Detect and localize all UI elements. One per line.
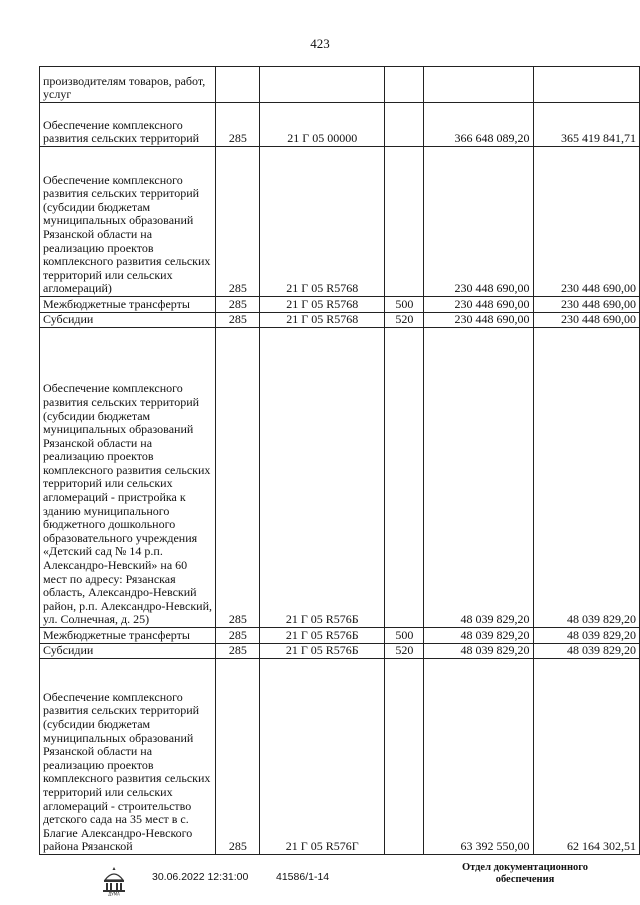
table-row: [40, 644, 640, 659]
row-ved-code: 285: [216, 328, 260, 628]
row-ved-code: 285: [216, 297, 260, 313]
table-row: [40, 147, 640, 297]
row-name: Межбюджетные трансферты: [40, 628, 216, 644]
row-ved-code: 285: [216, 628, 260, 644]
table-row: [40, 103, 640, 147]
row-sum-2023: 48 039 829,20: [424, 328, 533, 628]
footer-datetime: 30.06.2022 12:31:00: [152, 871, 249, 883]
row-sum-2023: 366 648 089,20: [424, 103, 533, 147]
table-row: [40, 297, 640, 313]
footer-document-number: 41586/1-14: [276, 871, 330, 883]
row-sum-2024: 48 039 829,20: [533, 628, 639, 644]
row-vr-code: 520: [385, 313, 424, 328]
table-row: [40, 67, 640, 103]
row-name: Обеспечение комплексного развития сельских территорий: [40, 103, 216, 147]
row-ved-code: 285: [216, 147, 260, 297]
svg-text:ДУМА: ДУМА: [108, 891, 120, 896]
page-number: 423: [310, 36, 330, 51]
row-name: Обеспечение комплексного развития сельских территорий (субсидии бюджетам муниципальных образований Рязанской области на реализацию проектов комплексного развития сельских территорий или сельских агломераций - строительство детского сада на 35 мест в с. Благие Александро-Невского района Рязанской: [40, 659, 216, 855]
row-sum-2024: 48 039 829,20: [533, 644, 639, 659]
row-sum-2023: [424, 67, 533, 103]
row-sum-2023: 63 392 550,00: [424, 659, 533, 855]
table-row: [40, 328, 640, 628]
row-name: Субсидии: [40, 644, 216, 659]
row-csr-code: 21 Г 05 R576Б: [260, 328, 385, 628]
row-vr-code: 500: [385, 628, 424, 644]
table-row: [40, 628, 640, 644]
row-name: Обеспечение комплексного развития сельских территорий (субсидии бюджетам муниципальных образований Рязанской области на реализацию проектов комплексного развития сельских территорий или сельских агломераций): [40, 147, 216, 297]
row-vr-code: [385, 67, 424, 103]
row-ved-code: 285: [216, 103, 260, 147]
row-csr-code: [260, 67, 385, 103]
row-sum-2023: 230 448 690,00: [424, 147, 533, 297]
row-csr-code: 21 Г 05 R5768: [260, 313, 385, 328]
row-csr-code: 21 Г 05 R5768: [260, 147, 385, 297]
row-ved-code: 285: [216, 644, 260, 659]
row-csr-code: 21 Г 05 00000: [260, 103, 385, 147]
row-sum-2023: 230 448 690,00: [424, 297, 533, 313]
row-sum-2024: 230 448 690,00: [533, 147, 639, 297]
budget-table: [39, 66, 640, 855]
duma-emblem-icon: [100, 866, 128, 896]
row-ved-code: 285: [216, 659, 260, 855]
row-sum-2023: 230 448 690,00: [424, 313, 533, 328]
row-name: Обеспечение комплексного развития сельских территорий (субсидии бюджетам муниципальных образований Рязанской области на реализацию проектов комплексного развития сельских территорий или сельских агломераций - пристройка к зданию муниципального бюджетного дошкольного образовательного учреждения «Детский сад № 14 р.п. Александро-Невский» на 60 мест по адресу: Рязанская область, Александро-Невский район, р.п. Александро-Невский, ул. Солнечная, д. 25): [40, 328, 216, 628]
row-sum-2024: 230 448 690,00: [533, 313, 639, 328]
table-row: [40, 313, 640, 328]
row-csr-code: 21 Г 05 R5768: [260, 297, 385, 313]
row-name: Межбюджетные трансферты: [40, 297, 216, 313]
row-vr-code: 520: [385, 644, 424, 659]
row-sum-2024: 62 164 302,51: [533, 659, 639, 855]
row-csr-code: 21 Г 05 R576Б: [260, 644, 385, 659]
row-vr-code: [385, 328, 424, 628]
row-vr-code: [385, 103, 424, 147]
row-vr-code: [385, 147, 424, 297]
row-sum-2023: 48 039 829,20: [424, 644, 533, 659]
table-row: [40, 659, 640, 855]
row-ved-code: 285: [216, 313, 260, 328]
row-csr-code: 21 Г 05 R576Г: [260, 659, 385, 855]
row-vr-code: [385, 659, 424, 855]
row-sum-2024: 365 419 841,71: [533, 103, 639, 147]
row-ved-code: [216, 67, 260, 103]
row-sum-2024: 230 448 690,00: [533, 297, 639, 313]
page-footer: [0, 862, 640, 902]
row-name: Субсидии: [40, 313, 216, 328]
footer-department: Отдел документационного обеспечения: [461, 862, 589, 885]
row-sum-2024: 48 039 829,20: [533, 328, 639, 628]
row-sum-2023: 48 039 829,20: [424, 628, 533, 644]
row-sum-2024: [533, 67, 639, 103]
row-name: производителям товаров, работ, услуг: [40, 67, 216, 103]
row-vr-code: 500: [385, 297, 424, 313]
row-csr-code: 21 Г 05 R576Б: [260, 628, 385, 644]
